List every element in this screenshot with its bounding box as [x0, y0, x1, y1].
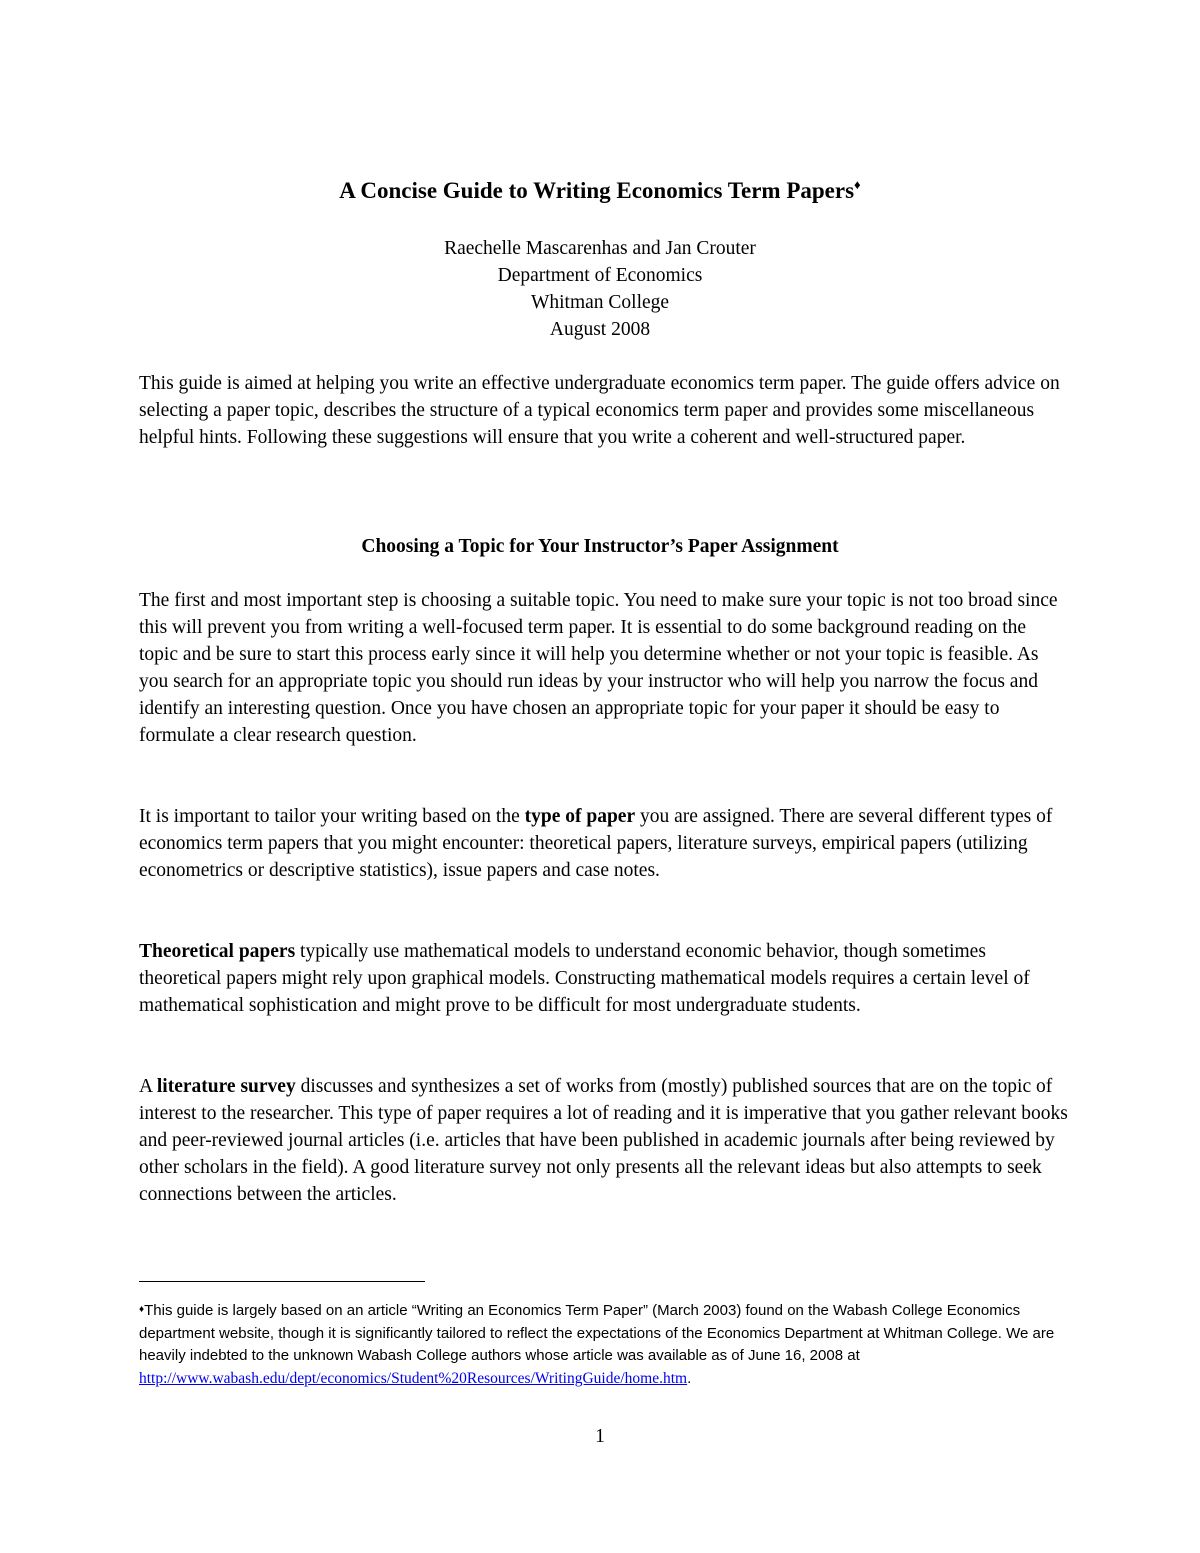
literature-survey-text-after: discusses and synthesizes a set of works from (mostly) published sources that are on the topic of interest to the researcher. This type of paper requires a lot of reading and it is imperative that you gather relevant books and peer-reviewed journal articles (i.e. articles that have been published in academic journals after being reviewed by other scholars in the field). A good literature survey not only presents all the relevant ideas but also attempts to seek connections between the articles. [139, 1076, 1068, 1205]
department-name: Department of Economics [497, 265, 703, 286]
footnote-end: . [687, 1369, 692, 1387]
topic-paragraph: The first and most important step is choosing a suitable topic. You need to make sure your topic is not too broad since this will prevent you from writing a well-focused term paper. It is essential to do some background reading on the topic and be sure to start this process early since it will help you determine whether or not your topic is feasible. As you search for an appropriate topic you should run ideas by your instructor who will help you narrow the focus and identify an interesting question. Once you have chosen an appropriate topic for your paper it should be easy to formulate a clear research question. [139, 590, 1058, 746]
paper-type-text-after: you are assigned. There are several different types of economics term papers that you might encounter: theoretical papers, literature surveys, empirical papers (utilizing econometrics or descriptive statistics), issue papers and case notes. [139, 806, 1053, 881]
footnote [139, 1300, 1069, 1390]
footnote-link[interactable]: http://www.wabash.edu/dept/economics/Student%20Resources/WritingGuide/home.htm [139, 1369, 688, 1387]
author-names: Raechelle Mascarenhas and Jan Crouter [444, 238, 756, 259]
theoretical-papers-bold: Theoretical papers [139, 941, 296, 962]
theoretical-papers-text: typically use mathematical models to understand economic behavior, though sometimes theoretical papers might rely upon graphical models. Constructing mathematical models requires a certain level of mathematical sophistication and might prove to be difficult for most undergraduate students. [139, 941, 1030, 1016]
literature-survey-paragraph [139, 1073, 1069, 1208]
college-name: Whitman College [530, 292, 670, 313]
title-footnote-mark: ♦ [854, 177, 861, 192]
footnote-divider [139, 1281, 425, 1282]
section-heading: Choosing a Topic for Your Instructor’s Paper Assignment [361, 536, 839, 557]
paper-type-paragraph [139, 803, 1069, 884]
intro-paragraph: This guide is aimed at helping you write an effective undergraduate economics term paper. The guide offers advice on selecting a paper topic, describes the structure of a typical economics term paper and provides some miscellaneous helpful hints. Following these suggestions will ensure that you write a coherent and well-structured paper. [139, 373, 1060, 448]
paper-type-text-before: It is important to tailor your writing based on the [139, 806, 525, 827]
document-title [0, 176, 1200, 206]
title-text: A Concise Guide to Writing Economics Term Papers [339, 178, 855, 203]
page-number: 1 [595, 1426, 605, 1447]
footnote-mark: ♦ [139, 1304, 145, 1315]
footnote-text: This guide is largely based on an article “Writing an Economics Term Paper” (March 2003) found on the Wabash College Economics department website, though it is significantly tailored to reflect the expectations of the Economics Department at Whitman College. We are heavily indebted to the unknown Wabash College authors whose article was available as of June 16, 2008 at [139, 1302, 1055, 1364]
publication-date: August 2008 [549, 319, 651, 340]
paper-type-bold: type of paper [524, 806, 636, 827]
theoretical-papers-paragraph [139, 938, 1069, 1019]
literature-survey-text-before: A [139, 1076, 157, 1097]
author-block [0, 235, 1200, 343]
literature-survey-bold: literature survey [156, 1076, 296, 1097]
